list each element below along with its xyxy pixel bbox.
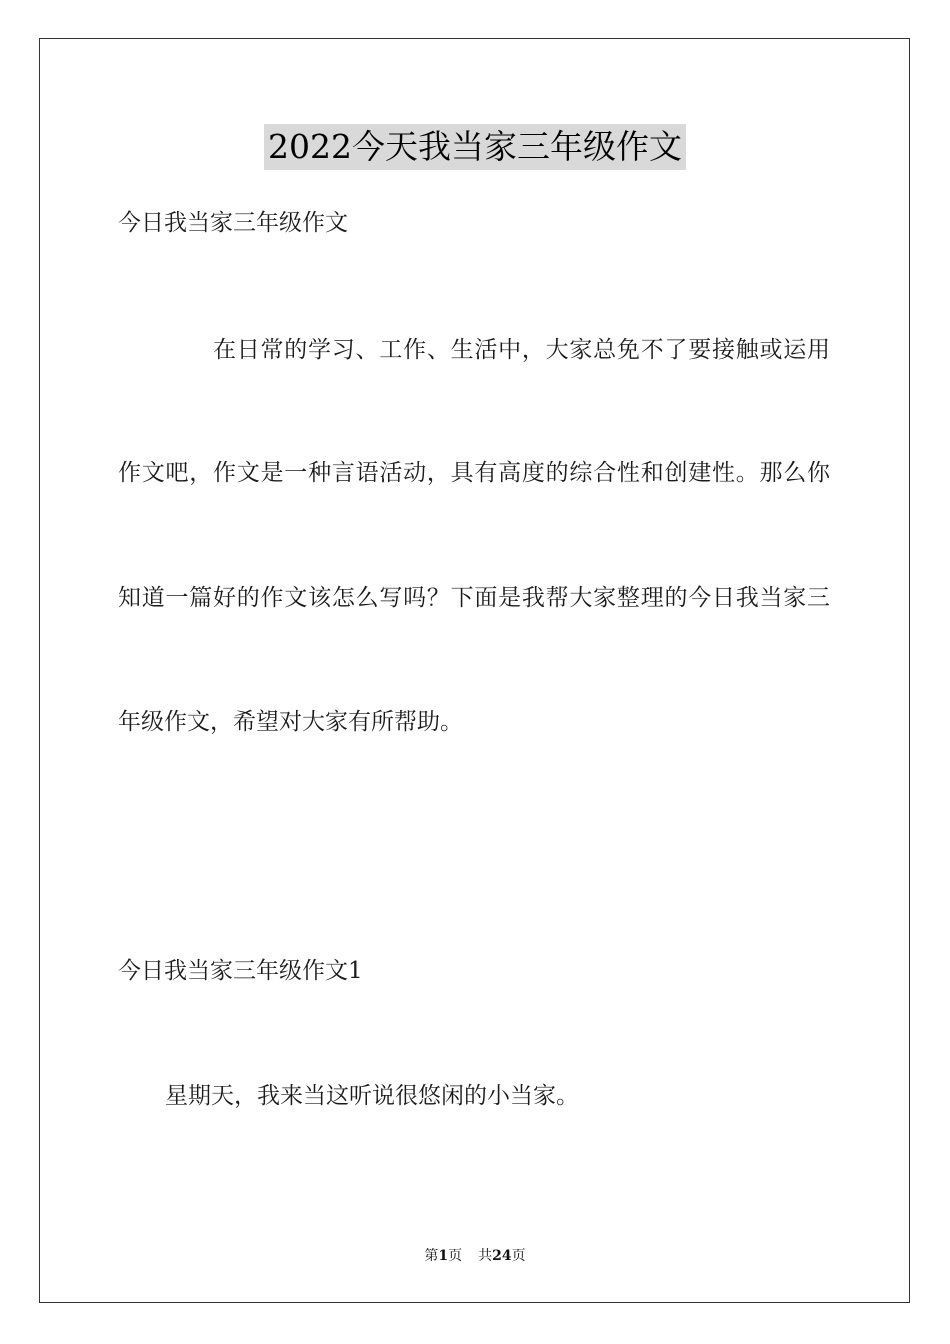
document-title: 2022今天我当家三年级作文 (264, 124, 686, 170)
intro-line-4: 年级作文，希望对大家有所帮助。 (118, 709, 463, 735)
footer-total-pages: 24 (492, 1248, 512, 1264)
intro-line-3: 知道一篇好的作文该怎么写吗？下面是我帮大家整理的今日我当家三 (118, 585, 830, 611)
intro-line-2: 作文吧，作文是一种言语活动，具有高度的综合性和创建性。那么你 (118, 460, 830, 486)
title-container (0, 124, 950, 170)
section-heading: 今日我当家三年级作文1 (118, 958, 363, 984)
footer-total-prefix: 共 (478, 1248, 493, 1264)
footer-page-suffix: 页 (448, 1248, 463, 1264)
document-subtitle: 今日我当家三年级作文 (118, 210, 348, 236)
footer-page-prefix: 第 (424, 1248, 439, 1264)
page-footer (0, 1246, 950, 1266)
footer-total-suffix: 页 (511, 1248, 526, 1264)
section-first-line: 星期天，我来当这听说很悠闲的小当家。 (165, 1083, 579, 1109)
intro-line-1: 在日常的学习、工作、生活中，大家总免不了要接触或运用 (213, 337, 830, 363)
footer-page-number: 1 (438, 1248, 449, 1264)
